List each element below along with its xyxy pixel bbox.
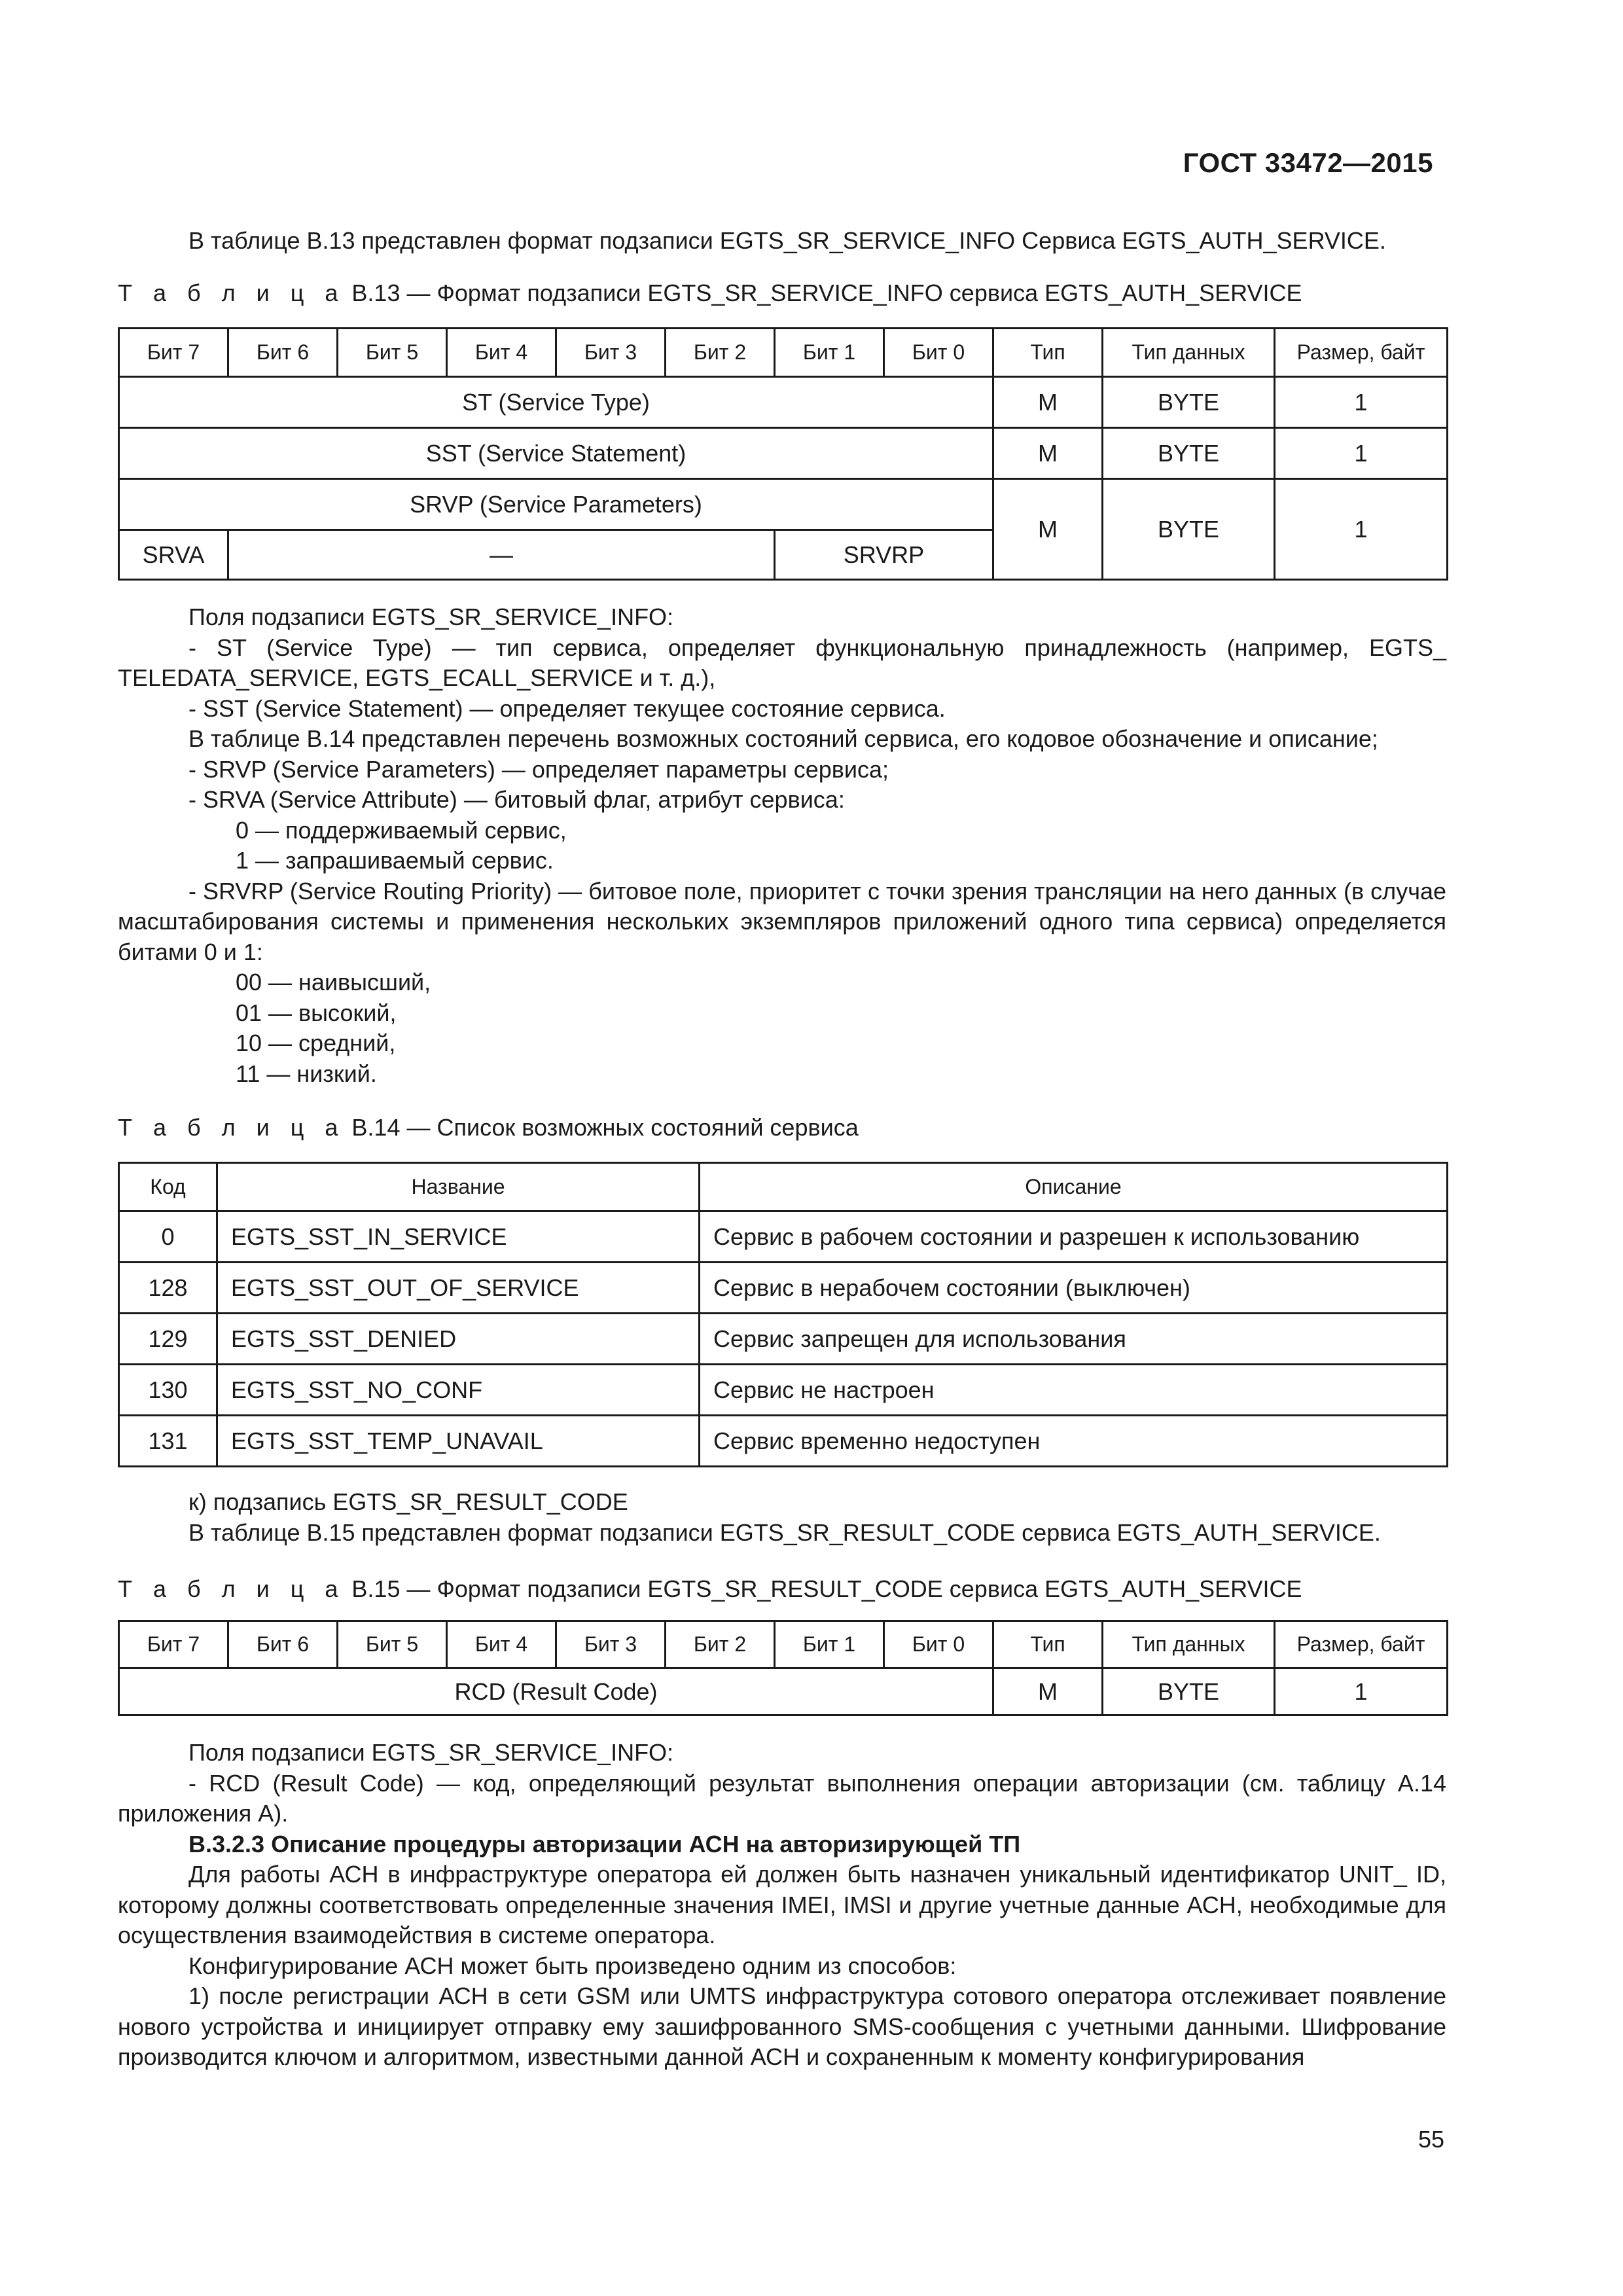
header-cell: Бит 3: [556, 1621, 666, 1668]
fields-description-block: [118, 602, 1446, 1089]
field-cell: RCD (Result Code): [119, 1668, 993, 1715]
header-cell: Код: [119, 1163, 217, 1211]
field-cell: ST (Service Type): [119, 377, 993, 428]
intro-text: В таблице В.13 представлен формат подзаписи EGTS_SR_SERVICE_INFO Сервиса EGTS_AUTH_SERVICE.: [188, 227, 1386, 254]
header-cell: Тип: [993, 1621, 1103, 1668]
header-cell: Размер, байт: [1275, 329, 1448, 377]
header-cell: Тип данных: [1103, 329, 1275, 377]
dtype-cell: BYTE: [1103, 377, 1275, 428]
header-cell: Описание: [700, 1163, 1448, 1211]
code-cell: 129: [119, 1314, 217, 1365]
header-cell: Бит 1: [775, 329, 884, 377]
code-cell: 131: [119, 1416, 217, 1467]
dtype-cell: BYTE: [1103, 479, 1275, 580]
b15-intro: В таблице В.15 представлен формат подзаписи EGTS_SR_RESULT_CODE сервиса EGTS_AUTH_SERVICE.: [188, 1518, 1381, 1546]
table-b14-caption: [118, 1113, 1446, 1143]
section-heading: В.3.2.3 Описание процедуры авторизации АСН на авторизирующей ТП: [188, 1830, 1021, 1857]
fields-intro: Поля подзаписи EGTS_SR_SERVICE_INFO:: [188, 603, 674, 630]
name-cell: EGTS_SST_NO_CONF: [217, 1365, 700, 1416]
code-cell: 130: [119, 1365, 217, 1416]
header-cell: Название: [217, 1163, 700, 1211]
intro-paragraph-b13: [118, 226, 1446, 257]
dtype-cell: BYTE: [1103, 428, 1275, 479]
code-cell: 128: [119, 1263, 217, 1314]
srvrp-value: 01 — высокий,: [236, 999, 397, 1026]
b14-intro: В таблице В.14 представлен перечень возможных состояний сервиса, его кодовое обозначение и описание;: [188, 725, 1378, 752]
caption-prefix: Т а б л и ц а: [118, 1575, 346, 1602]
srvrp-value: 10 — средний,: [236, 1030, 396, 1056]
header-cell: Бит 0: [884, 1621, 993, 1668]
desc-cell: Сервис не настроен: [700, 1365, 1448, 1416]
header-cell: Бит 4: [447, 1621, 556, 1668]
header-cell: Бит 2: [666, 1621, 775, 1668]
table-b14: [118, 1162, 1446, 1467]
header-cell: Бит 6: [228, 1621, 338, 1668]
desc-cell: Сервис в нерабочем состоянии (выключен): [700, 1263, 1448, 1314]
table-row: [119, 1668, 1448, 1715]
srva-value: 1 — запрашиваемый сервис.: [236, 847, 554, 874]
srvrp-description: - SRVRP (Service Routing Priority) — битовое поле, приоритет с точки зрения трансляции на него данных (в случае масштабирования системы и применения нескольких экземпляров приложений одного типа сервиса) определяется битами 0 и 1:: [118, 877, 1446, 965]
name-cell: EGTS_SST_IN_SERVICE: [217, 1211, 700, 1263]
caption-text: В.13 — Формат подзаписи EGTS_SR_SERVICE_INFO сервиса EGTS_AUTH_SERVICE: [345, 279, 1302, 306]
standard-header: ГОСТ 33472—2015: [1183, 147, 1433, 178]
header-cell: Тип данных: [1103, 1621, 1275, 1668]
header-cell: Тип: [993, 329, 1103, 377]
caption-prefix: Т а б л и ц а: [118, 1114, 346, 1141]
rcd-description: - RCD (Result Code) — код, определяющий результат выполнения операции авторизации (см. таблицу А.14 приложения А).: [118, 1769, 1446, 1827]
size-cell: 1: [1275, 428, 1448, 479]
name-cell: EGTS_SST_TEMP_UNAVAIL: [217, 1416, 700, 1467]
table-row: [119, 1365, 1448, 1416]
type-cell: M: [993, 479, 1103, 580]
header-cell: Бит 6: [228, 329, 338, 377]
field-cell: SRVP (Service Parameters): [119, 479, 993, 530]
desc-cell: Сервис в рабочем состоянии и разрешен к использованию: [700, 1211, 1448, 1263]
caption-text: В.14 — Список возможных состояний сервиса: [345, 1114, 859, 1141]
k-item: к) подзапись EGTS_SR_RESULT_CODE: [188, 1488, 628, 1515]
table-b13: [118, 327, 1446, 581]
srva-description: - SRVA (Service Attribute) — битовый флаг, атрибут сервиса:: [188, 786, 845, 813]
type-cell: M: [993, 377, 1103, 428]
reserved-cell: —: [228, 530, 775, 580]
code-cell: 0: [119, 1211, 217, 1263]
rcd-and-section-block: [118, 1738, 1446, 2073]
table-row: [119, 479, 1448, 530]
sst-description: - SST (Service Statement) — определяет текущее состояние сервиса.: [188, 694, 946, 722]
srvrp-cell: SRVRP: [775, 530, 993, 580]
config-paragraph: Конфигурирование АСН может быть произведено одним из способов:: [188, 1952, 957, 1979]
table-b13-caption: [118, 278, 1446, 308]
desc-cell: Сервис запрещен для использования: [700, 1314, 1448, 1365]
unit-id-paragraph: Для работы АСН в инфраструктуре оператора ей должен быть назначен уникальный идентификатор UNIT_ ID, которому должны соответствовать определенные значения IMEI, IMSI и другие учетные данные АСН, необходимые для осуществления взаимодействия в системе оператора.: [118, 1861, 1446, 1948]
field-cell: SST (Service Statement): [119, 428, 993, 479]
caption-prefix: Т а б л и ц а: [118, 279, 346, 306]
table-row: [119, 1263, 1448, 1314]
header-cell: Бит 0: [884, 329, 993, 377]
header-cell: Размер, байт: [1275, 1621, 1448, 1668]
table-b15-caption: [118, 1574, 1446, 1604]
header-cell: Бит 1: [775, 1621, 884, 1668]
srva-cell: SRVA: [119, 530, 228, 580]
srva-value: 0 — поддерживаемый сервис,: [236, 816, 567, 844]
srvrp-value: 11 — низкий.: [236, 1060, 377, 1087]
caption-text: В.15 — Формат подзаписи EGTS_SR_RESULT_CODE сервиса EGTS_AUTH_SERVICE: [345, 1575, 1302, 1602]
table-header-row: [119, 1163, 1448, 1211]
header-cell: Бит 5: [338, 1621, 447, 1668]
size-cell: 1: [1275, 377, 1448, 428]
srvrp-value: 00 — наивысший,: [236, 969, 431, 996]
dtype-cell: BYTE: [1103, 1668, 1275, 1715]
desc-cell: Сервис временно недоступен: [700, 1416, 1448, 1467]
config-item-1: 1) после регистрации АСН в сети GSM или UMTS инфраструктура сотового оператора отслеживает появление нового устройства и инициирует отправку ему зашифрованного SMS-сообщения с учетными данными. Шифрование производится ключом и алгоритмом, известными данной АСН и сохраненным к моменту конфигурирования: [118, 1982, 1446, 2070]
name-cell: EGTS_SST_DENIED: [217, 1314, 700, 1365]
page-number: 55: [1418, 2126, 1444, 2153]
type-cell: M: [993, 1668, 1103, 1715]
table-row: [119, 1416, 1448, 1467]
table-row: [119, 1314, 1448, 1365]
table-header-row: [119, 1621, 1448, 1668]
name-cell: EGTS_SST_OUT_OF_SERVICE: [217, 1263, 700, 1314]
table-row: [119, 377, 1448, 428]
table-row: [119, 1211, 1448, 1263]
table-b15: [118, 1620, 1446, 1716]
header-cell: Бит 2: [666, 329, 775, 377]
header-cell: Бит 7: [119, 329, 228, 377]
k-item-block: [118, 1487, 1446, 1548]
header-cell: Бит 5: [338, 329, 447, 377]
table-header-row: [119, 329, 1448, 377]
table-row: [119, 428, 1448, 479]
size-cell: 1: [1275, 1668, 1448, 1715]
type-cell: M: [993, 428, 1103, 479]
fields-intro-2: Поля подзаписи EGTS_SR_SERVICE_INFO:: [188, 1739, 674, 1766]
header-cell: Бит 7: [119, 1621, 228, 1668]
st-description: - ST (Service Type) — тип сервиса, определяет функциональную принадлежность (например, EGTS_ TELEDATA_SERVICE, EGTS_ECALL_SERVICE и т. д.),: [118, 634, 1446, 691]
srvp-description: - SRVP (Service Parameters) — определяет параметры сервиса;: [188, 755, 889, 783]
header-cell: Бит 4: [447, 329, 556, 377]
header-cell: Бит 3: [556, 329, 666, 377]
size-cell: 1: [1275, 479, 1448, 580]
